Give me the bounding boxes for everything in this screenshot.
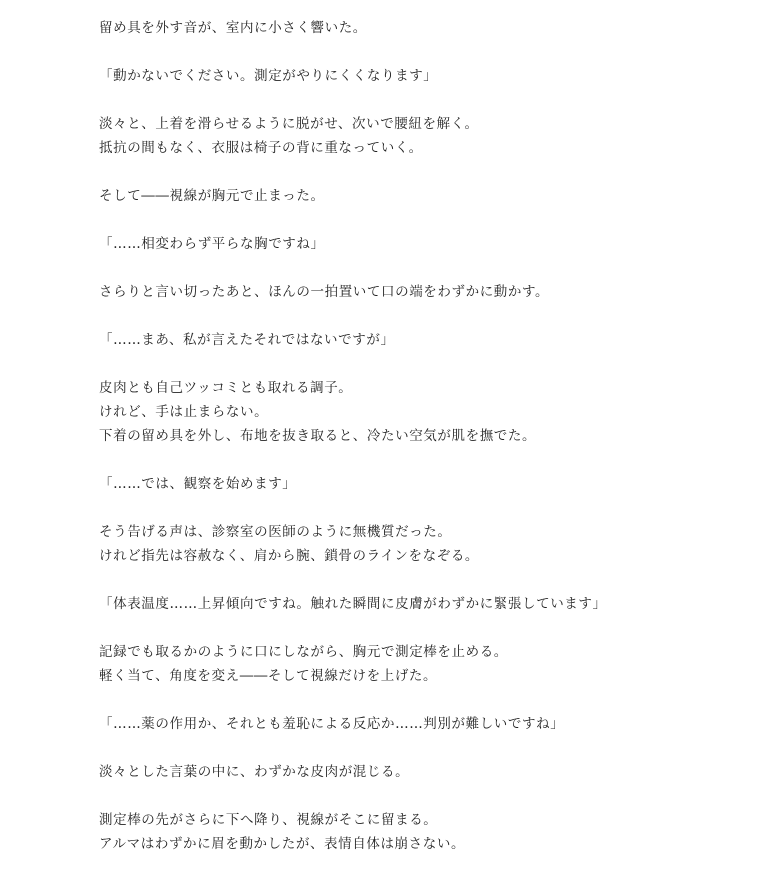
blank-line xyxy=(99,448,769,472)
text-line: 淡々と、上着を滑らせるように脱がせ、次いで腰紐を解く。 xyxy=(99,116,479,132)
text-line: アルマはわずかに眉を動かしたが、表情自体は崩さない。 xyxy=(99,836,466,852)
blank-line xyxy=(99,496,769,520)
blank-line xyxy=(99,568,769,592)
dialogue-line: 「……薬の作用か、それとも羞恥による反応か……判別が難しいですね」 xyxy=(99,716,565,732)
dialogue-line: 「……では、観察を始めます」 xyxy=(99,476,297,492)
blank-line xyxy=(99,616,769,640)
text-line: さらりと言い切ったあと、ほんの一拍置いて口の端をわずかに動かす。 xyxy=(99,284,550,300)
dialogue-line: 「……まあ、私が言えたそれではないですが」 xyxy=(99,332,395,348)
blank-line xyxy=(99,736,769,760)
text-line: 抵抗の間もなく、衣服は椅子の背に重なっていく。 xyxy=(99,140,423,156)
text-line: 留め具を外す音が、室内に小さく響いた。 xyxy=(99,20,367,36)
blank-line xyxy=(99,784,769,808)
text-line: 下着の留め具を外し、布地を抜き取ると、冷たい空気が肌を撫でた。 xyxy=(99,428,537,444)
blank-line xyxy=(99,88,769,112)
blank-line xyxy=(99,208,769,232)
dialogue-line: 「……相変わらず平らな胸ですね」 xyxy=(99,236,325,252)
text-line: 軽く当て、角度を変え――そして視線だけを上げた。 xyxy=(99,668,438,684)
text-line: 淡々とした言葉の中に、わずかな皮肉が混じる。 xyxy=(99,764,410,780)
text-line: そして――視線が胸元で止まった。 xyxy=(99,188,325,204)
blank-line xyxy=(99,40,769,64)
text-line: けれど指先は容赦なく、肩から腕、鎖骨のラインをなぞる。 xyxy=(99,548,480,564)
text-line: そう告げる声は、診察室の医師のように無機質だった。 xyxy=(99,524,452,540)
blank-line xyxy=(99,256,769,280)
document-body xyxy=(99,16,769,856)
blank-line xyxy=(99,688,769,712)
blank-line xyxy=(99,352,769,376)
blank-line xyxy=(99,160,769,184)
text-line: 測定棒の先がさらに下へ降り、視線がそこに留まる。 xyxy=(99,812,438,828)
text-line: 記録でも取るかのように口にしながら、胸元で測定棒を止める。 xyxy=(99,644,508,660)
text-line: 皮肉とも自己ツッコミとも取れる調子。 xyxy=(99,380,353,396)
dialogue-line: 「体表温度……上昇傾向ですね。触れた瞬間に皮膚がわずかに緊張しています」 xyxy=(99,596,607,612)
blank-line xyxy=(99,304,769,328)
text-line: けれど、手は止まらない。 xyxy=(99,404,269,420)
dialogue-line: 「動かないでください。測定がやりにくくなります」 xyxy=(99,68,438,84)
